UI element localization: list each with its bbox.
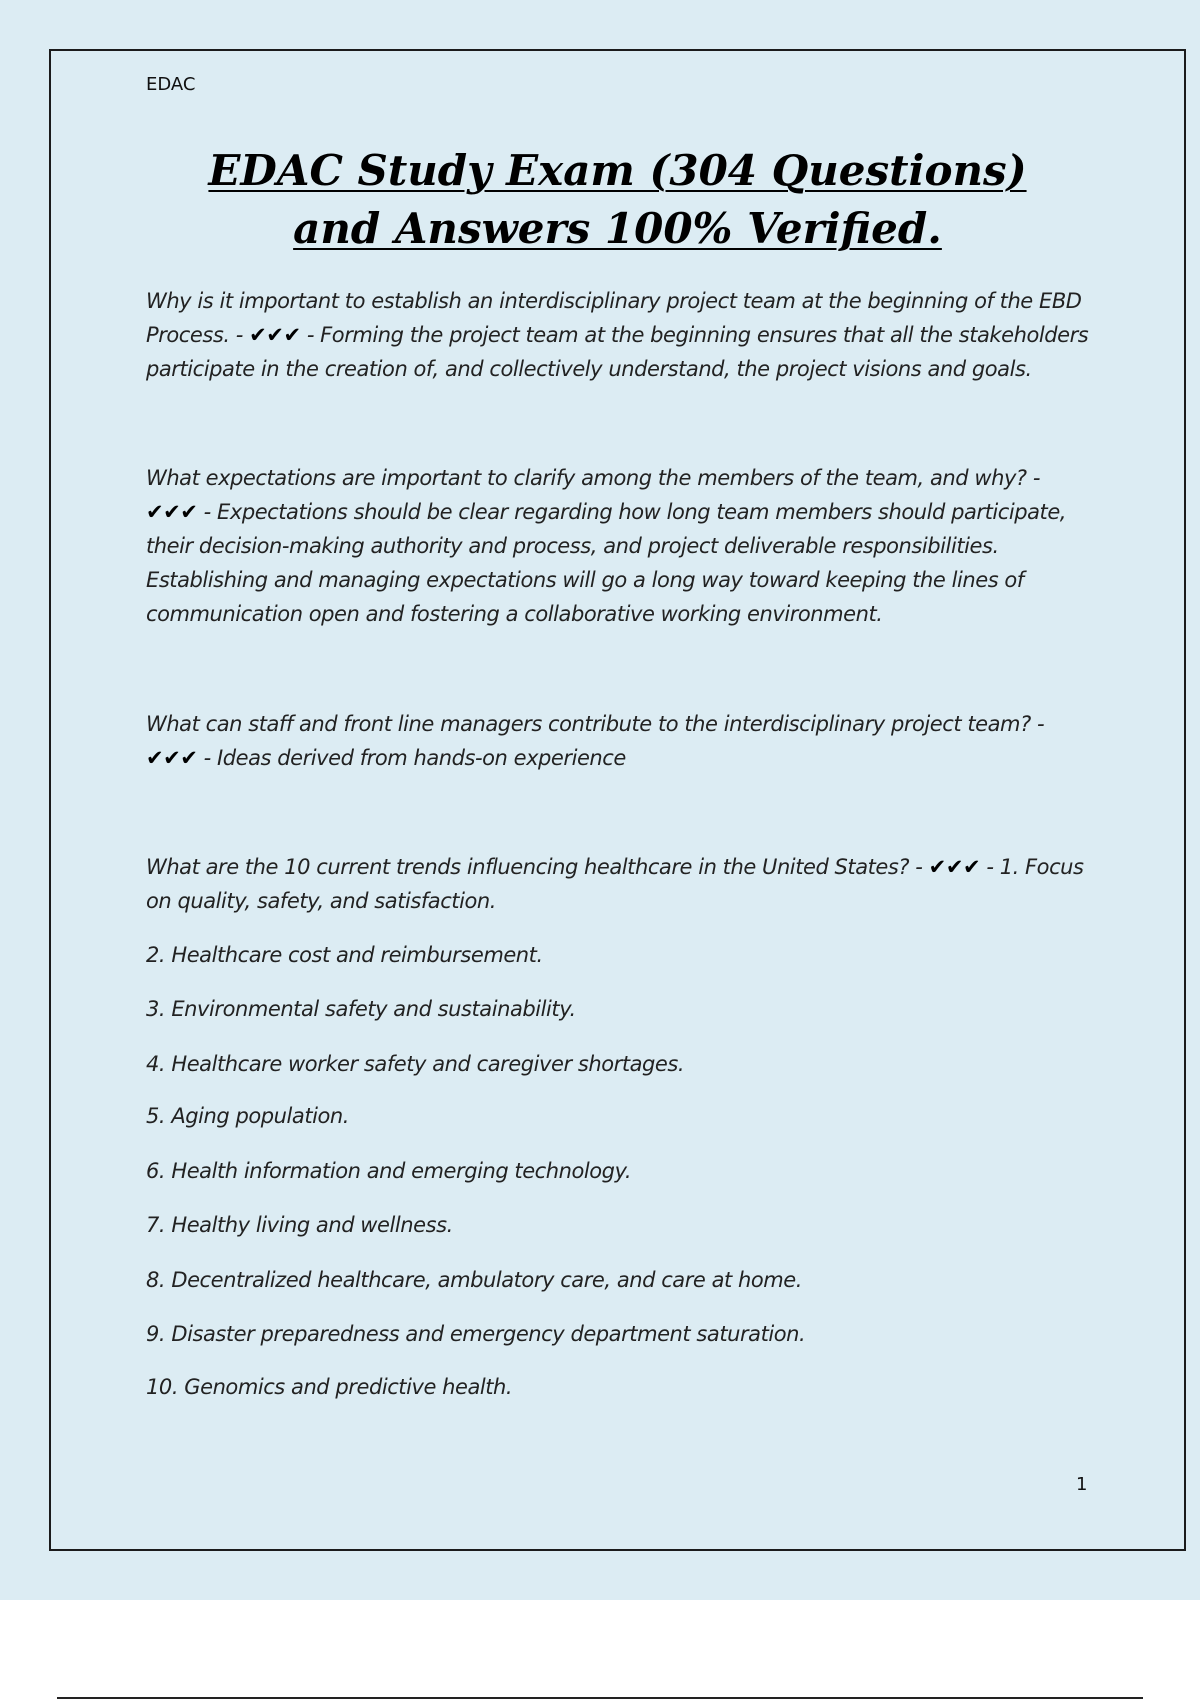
trend-item: 4. Healthcare worker safety and caregiver shortages. (146, 1052, 685, 1076)
answer-text: - Ideas derived from hands-on experience (203, 746, 626, 770)
trend-item: 10. Genomics and predictive health. (146, 1375, 513, 1399)
bottom-divider (57, 1697, 1143, 1699)
qa-item-4 (146, 850, 1091, 918)
checkmarks-icon: ✔✔✔ (146, 746, 198, 770)
answer-text: - 1. Focus on quality, safety, and satisfaction. (146, 855, 1084, 913)
trend-item: 8. Decentralized healthcare, ambulatory care, and care at home. (146, 1268, 802, 1292)
qa-item-1 (146, 284, 1091, 386)
trend-item: 7. Healthy living and wellness. (146, 1213, 453, 1237)
question-text: What are the 10 current trends influencing healthcare in the United States? - (146, 855, 923, 879)
document-title (100, 142, 1135, 258)
checkmarks-icon: ✔✔✔ (249, 323, 301, 347)
answer-text: - Expectations should be clear regarding how long team members should participate, their decision-making authority and process, and project deliverable responsibilities. Establishing and managing expectations will go a long way toward keeping the lines of communication open and fostering a collaborative working environment. (146, 500, 1067, 626)
qa-item-3 (146, 707, 1091, 775)
trend-item: 3. Environmental safety and sustainability. (146, 997, 576, 1021)
header-label: EDAC (146, 74, 196, 95)
trend-item: 9. Disaster preparedness and emergency department saturation. (146, 1322, 806, 1346)
question-text: What expectations are important to clarify among the members of the team, and why? - (146, 466, 1040, 490)
trend-item: 6. Health information and emerging technology. (146, 1159, 632, 1183)
checkmarks-icon: ✔✔✔ (146, 500, 198, 524)
trend-item: 5. Aging population. (146, 1104, 349, 1128)
title-line-2: and Answers 100% Verified. (293, 204, 942, 253)
trend-item: 2. Healthcare cost and reimbursement. (146, 943, 543, 967)
answer-text: - Forming the project team at the beginning ensures that all the stakeholders participate in the creation of, and collectively understand, the project visions and goals. (146, 323, 1089, 381)
checkmarks-icon: ✔✔✔ (928, 855, 981, 879)
title-line-1: EDAC Study Exam (304 Questions) (208, 146, 1027, 195)
question-text: Why is it important to establish an interdisciplinary project team at the beginning of the EBD Process. - (146, 289, 1082, 347)
qa-item-2 (146, 461, 1091, 631)
question-text: What can staff and front line managers contribute to the interdisciplinary project team? - (146, 712, 1045, 736)
page-number: 1 (1076, 1474, 1088, 1495)
